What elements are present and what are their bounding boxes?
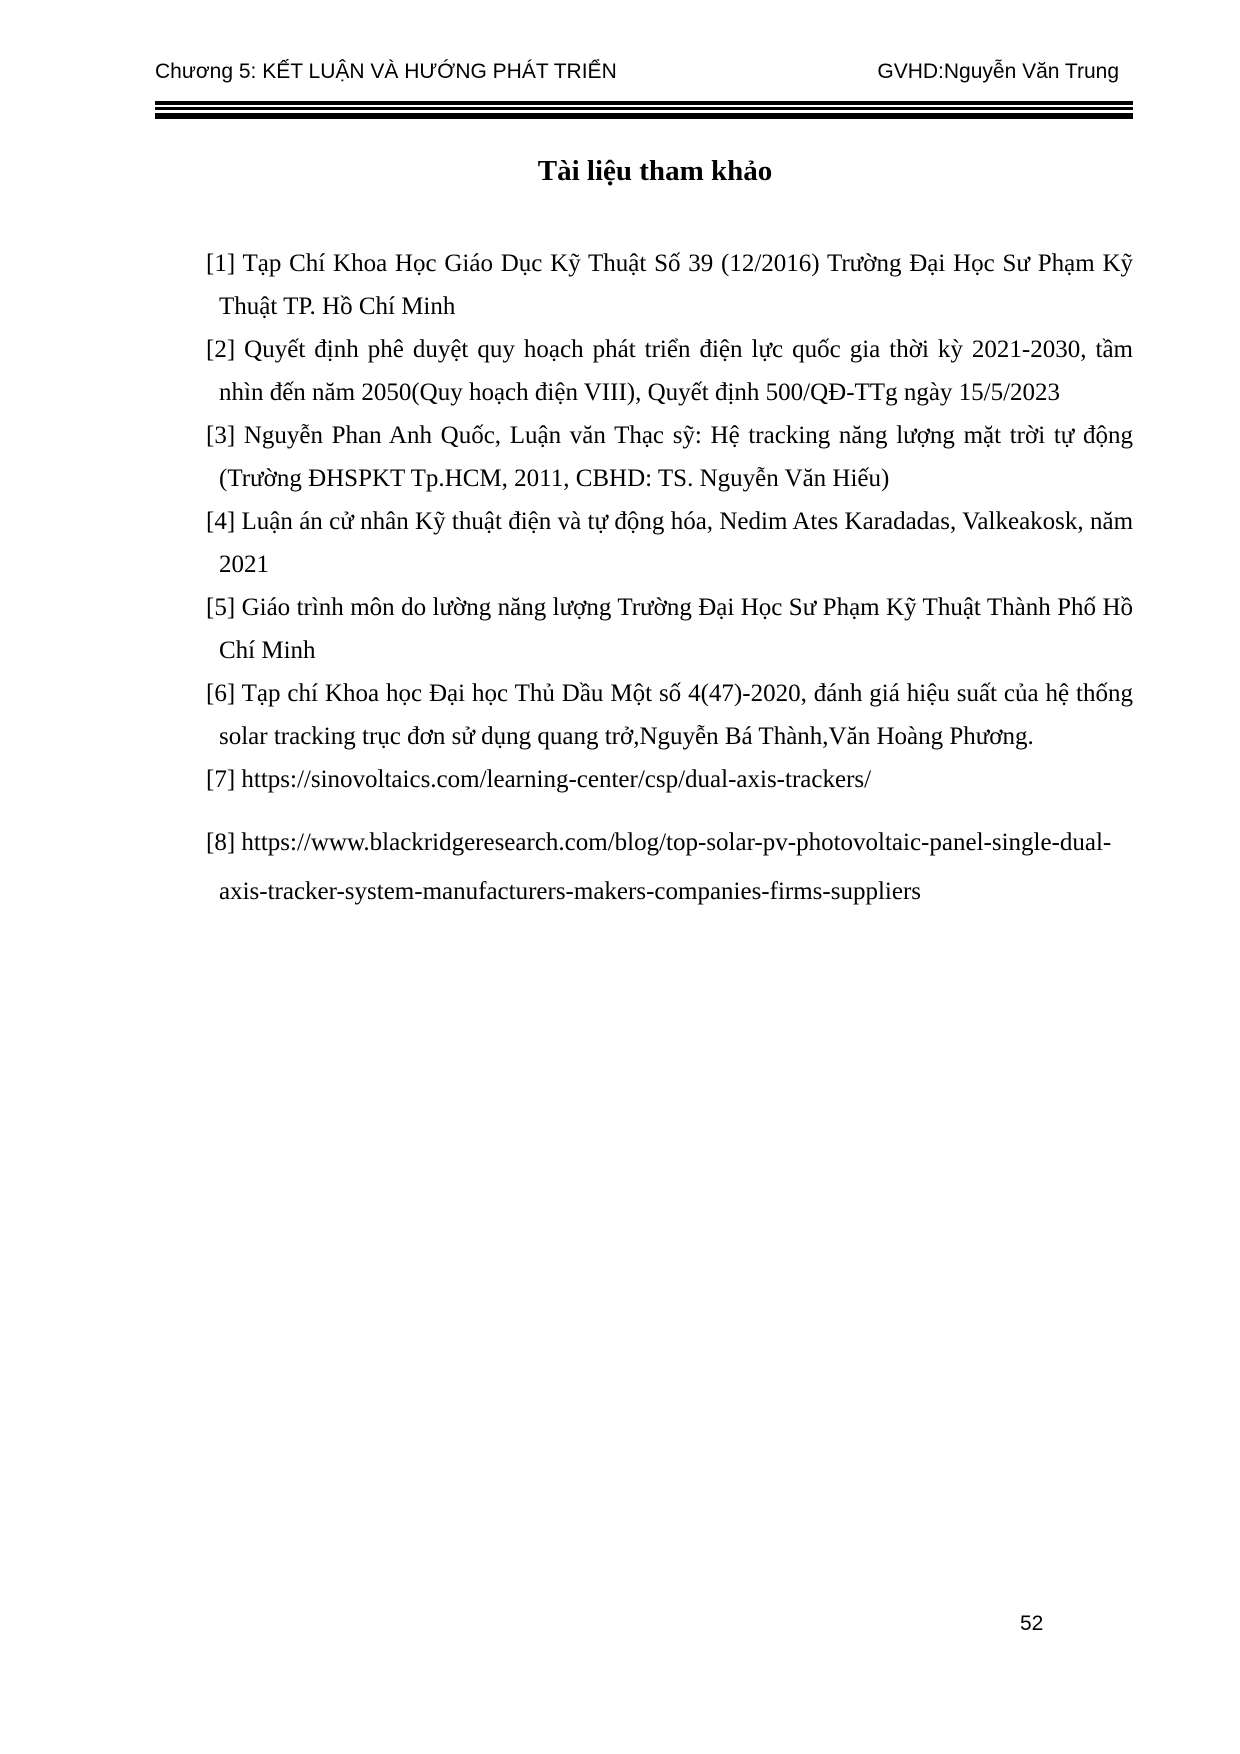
header-chapter-title: Chương 5: KẾT LUẬN VÀ HƯỚNG PHÁT TRIỂN [155,60,617,83]
divider-line-top [155,101,1133,105]
reference-marker: [7] [206,766,236,793]
reference-marker: [2] [206,336,236,363]
reference-marker: [1] [206,250,236,277]
divider-line-middle [155,107,1133,110]
header-divider [155,101,1133,119]
header-row [155,58,1133,86]
page-number: 52 [1020,1612,1044,1635]
reference-marker: [8] [206,829,236,856]
reference-url-text: https://www.blackridgeresearch.com/blog/top-solar-pv-photovoltaic-panel-single-dual-axis-tracker-system-manufacturers-makers-companies-firms-suppliers [219,829,1112,905]
reference-text: Tạp chí Khoa học Đại học Thủ Dầu Một số 4(47)-2020, đánh giá hiệu suất của hệ thống solar tracking trục đơn sử dụng quang trở,Nguyễn Bá Thành,Văn Hoàng Phương. [219,680,1133,750]
reference-marker: [3] [206,422,236,449]
reference-text: Luận án cử nhân Kỹ thuật điện và tự động hóa, Nedim Ates Karadadas, Valkeakosk, năm 2021 [219,508,1134,578]
reference-item [206,586,1133,672]
reference-text: Giáo trình môn do lường năng lượng Trường Đại Học Sư Phạm Kỹ Thuật Thành Phố Hồ Chí Minh [219,594,1133,664]
reference-text: Nguyễn Phan Anh Quốc, Luận văn Thạc sỹ: Hệ tracking năng lượng mặt trời tự động (Trường ĐHSPKT Tp.HCM, 2011, CBHD: TS. Nguyễn Văn Hiếu) [219,422,1134,492]
reference-text: Tạp Chí Khoa Học Giáo Dục Kỹ Thuật Số 39 (12/2016) Trường Đại Học Sư Phạm Kỹ Thuật TP. Hồ Chí Minh [219,250,1133,320]
reference-item [206,414,1133,500]
reference-marker: [6] [206,680,236,707]
reference-item [206,758,1133,801]
reference-item [206,818,1133,916]
reference-item [206,242,1133,328]
page-title: Tài liệu tham khảo [537,155,773,187]
header-supervisor-label: GVHD:Nguyễn Văn Trung [877,60,1119,83]
reference-item [206,328,1133,414]
reference-item [206,500,1133,586]
reference-list [206,242,1133,916]
reference-marker: [5] [206,594,236,621]
reference-url-text: https://sinovoltaics.com/learning-center/csp/dual-axis-trackers/ [241,766,872,793]
divider-line-bottom [155,113,1133,119]
page-header [155,58,1133,119]
reference-item [206,672,1133,758]
reference-marker: [4] [206,508,236,535]
reference-text: Quyết định phê duyệt quy hoạch phát triển điện lực quốc gia thời kỳ 2021-2030, tầm nhìn đến năm 2050(Quy hoạch điện VIII), Quyết định 500/QĐ-TTg ngày 15/5/2023 [219,336,1133,406]
